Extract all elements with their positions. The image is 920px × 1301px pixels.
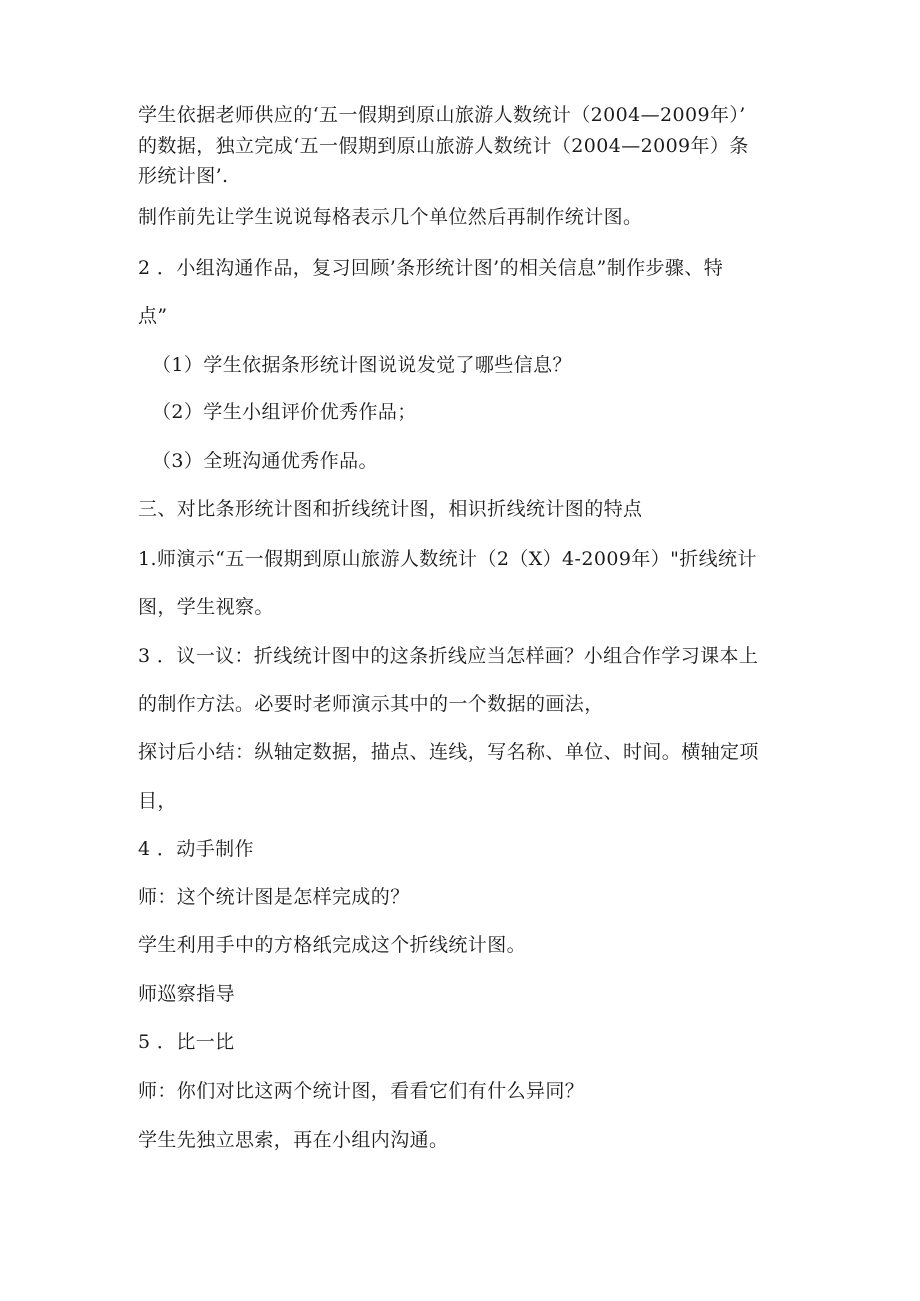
text-line: 师：这个统计图是怎样完成的？ xyxy=(138,886,410,908)
text-line: 点” xyxy=(138,305,168,327)
text-line: 形统计图’. xyxy=(138,165,229,187)
text-line: 学生先独立思索，再在小组内沟通。 xyxy=(138,1129,449,1151)
text-line: 5 ．比一比 xyxy=(138,1031,235,1053)
text-line: 图，学生视察。 xyxy=(138,596,274,618)
text-line: 的制作方法。必要时老师演示其中的一个数据的画法， xyxy=(138,693,604,715)
text-line: 探讨后小结：纵轴定数据，描点、连线，写名称、单位、时间。横轴定项 xyxy=(138,741,759,763)
text-line: 1.师演示“五一假期到原山旅游人数统计（2（X）4-2009年）"折线统计 xyxy=(138,548,757,570)
text-line: 师：你们对比这两个统计图，看看它们有什么异同？ xyxy=(138,1080,585,1102)
text-line: 4 ．动手制作 xyxy=(138,838,254,860)
text-line: 目， xyxy=(138,790,177,812)
text-line: 2 ．小组沟通作品，复习回顾’条形统计图’的相关信息”制作步骤、特 xyxy=(138,257,724,279)
text-line: （3）全班沟通优秀作品。 xyxy=(152,450,378,472)
text-line: 制作前先让学生说说每格表示几个单位然后再制作统计图。 xyxy=(138,206,643,228)
text-line: 学生依据老师供应的‘五一假期到原山旅游人数统计（2004—2009年）’ xyxy=(138,104,746,126)
text-line: 师巡察指导 xyxy=(138,983,236,1005)
text-line: 的数据，独立完成‘五一假期到原山旅游人数统计（2004—2009年）条 xyxy=(138,135,749,157)
text-line: 学生利用手中的方格纸完成这个折线统计图。 xyxy=(138,934,527,956)
text-line: （1）学生依据条形统计图说说发觉了哪些信息？ xyxy=(152,354,572,376)
text-line: 3 ．议一议：折线统计图中的这条折线应当怎样画？小组合作学习课本上 xyxy=(138,645,759,667)
section-heading: 三、对比条形统计图和折线统计图，相识折线统计图的特点 xyxy=(138,498,643,520)
text-line: （2）学生小组评价优秀作品； xyxy=(152,401,417,423)
